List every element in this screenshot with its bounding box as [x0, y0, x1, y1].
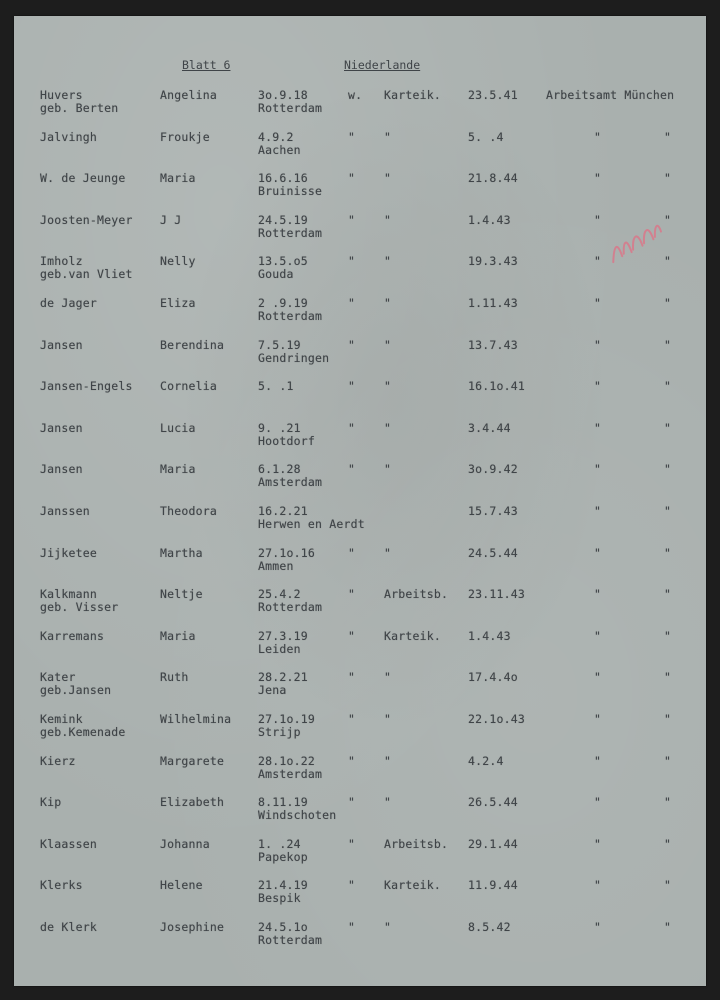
office-ditto-cell: " [664, 420, 672, 435]
maiden-name-cell: geb.Kemenade [40, 725, 126, 739]
maiden-name-cell: geb. Berten [40, 101, 119, 115]
entry-date-cell: 19.3.43 [468, 254, 518, 269]
sex-cell: " [348, 920, 356, 934]
sex-cell: " [348, 462, 356, 477]
office-cell: " [594, 545, 602, 560]
source-cell: " [384, 545, 392, 560]
source-cell: " [384, 753, 392, 768]
office-ditto-cell: " [664, 920, 672, 934]
surname-cell: de Klerk [40, 920, 97, 934]
office-cell: " [594, 504, 602, 518]
office-cell: " [594, 379, 602, 394]
entry-date-cell: 1.4.43 [468, 212, 511, 227]
birth-place-cell: Windschoten [258, 808, 337, 823]
birth-place-cell: Ammen [258, 558, 294, 573]
source-cell: " [384, 795, 392, 810]
office-ditto-cell: " [664, 836, 672, 851]
firstname-cell: Berendina [160, 337, 225, 352]
entry-date-cell: 23.5.41 [468, 88, 518, 102]
source-cell: Karteik. [384, 628, 441, 643]
birth-date-cell: 25.4.2 [258, 587, 301, 602]
office-ditto-cell: " [664, 587, 672, 602]
entry-date-cell: 26.5.44 [468, 795, 518, 810]
birth-date-cell: 24.5.19 [258, 212, 308, 227]
entry-date-cell: 3o.9.42 [468, 462, 518, 477]
birth-place-cell: Strijp [258, 725, 301, 739]
birth-place-cell: Leiden [258, 641, 301, 656]
surname-cell: Klerks [40, 878, 83, 893]
sex-cell: w. [348, 88, 363, 102]
firstname-cell: Helene [160, 878, 203, 893]
sex-cell: " [348, 545, 356, 560]
surname-cell: W. de Jeunge [40, 171, 126, 186]
firstname-cell: Josephine [160, 920, 225, 934]
sex-cell: " [348, 587, 356, 602]
birth-date-cell: 2 .9.19 [258, 296, 308, 310]
office-ditto-cell: " [664, 296, 672, 310]
source-cell: " [384, 337, 392, 352]
birth-place-cell: Aachen [258, 142, 301, 157]
office-ditto-cell: " [664, 504, 672, 518]
source-cell: Arbeitsb. [384, 836, 449, 851]
surname-cell: de Jager [40, 296, 97, 310]
entry-date-cell: 29.1.44 [468, 836, 518, 851]
firstname-cell: Eliza [160, 296, 196, 310]
entry-date-cell: 1.4.43 [468, 628, 511, 643]
surname-cell: Klaassen [40, 836, 97, 851]
entry-date-cell: 16.1o.41 [468, 379, 525, 394]
birth-place-cell: Hootdorf [258, 433, 315, 448]
firstname-cell: Ruth [160, 670, 189, 685]
office-ditto-cell: " [664, 212, 672, 227]
birth-date-cell: 8.11.19 [258, 795, 308, 810]
office-ditto-cell: " [664, 379, 672, 394]
entry-date-cell: 17.4.4o [468, 670, 518, 685]
sex-cell: " [348, 878, 356, 893]
source-cell: " [384, 171, 392, 186]
firstname-cell: Nelly [160, 254, 196, 269]
office-cell: " [594, 296, 602, 310]
entry-date-cell: 22.1o.43 [468, 712, 525, 726]
surname-cell: Jansen [40, 337, 83, 352]
surname-cell: Huvers [40, 88, 83, 102]
maiden-name-cell: geb.van Vliet [40, 267, 133, 282]
sex-cell: " [348, 753, 356, 768]
surname-cell: Jansen-Engels [40, 379, 133, 394]
firstname-cell: Lucia [160, 420, 196, 435]
office-cell: " [594, 337, 602, 352]
sheet-number: Blatt 6 [182, 58, 231, 72]
surname-cell: Jalvingh [40, 129, 97, 144]
source-cell: Karteik. [384, 878, 441, 893]
birth-place-cell: Jena [258, 683, 287, 698]
firstname-cell: Maria [160, 462, 196, 477]
source-cell: " [384, 462, 392, 477]
entry-date-cell: 24.5.44 [468, 545, 518, 560]
red-handwritten-mark [602, 212, 672, 272]
birth-date-cell: 27.1o.16 [258, 545, 315, 560]
birth-date-cell: 1. .24 [258, 836, 301, 851]
office-cell: " [594, 587, 602, 602]
office-cell: " [594, 212, 602, 227]
birth-place-cell: Rotterdam [258, 309, 323, 323]
entry-date-cell: 8.5.42 [468, 920, 511, 934]
office-ditto-cell: " [664, 753, 672, 768]
surname-cell: Kemink [40, 712, 83, 726]
source-cell: Karteik. [384, 88, 441, 102]
surname-cell: Jansen [40, 462, 83, 477]
office-cell: " [594, 836, 602, 851]
source-cell: " [384, 296, 392, 310]
sex-cell: " [348, 420, 356, 435]
firstname-cell: Maria [160, 628, 196, 643]
sex-cell: " [348, 129, 356, 144]
sex-cell: " [348, 836, 356, 851]
firstname-cell: Angelina [160, 88, 217, 102]
sex-cell: " [348, 212, 356, 227]
birth-date-cell: 27.3.19 [258, 628, 308, 643]
country-heading: Niederlande [344, 58, 421, 72]
sex-cell: " [348, 712, 356, 726]
surname-cell: Kierz [40, 753, 76, 768]
source-cell: " [384, 920, 392, 934]
source-cell: " [384, 254, 392, 269]
birth-date-cell: 5. .1 [258, 379, 294, 394]
sex-cell: " [348, 795, 356, 810]
entry-date-cell: 1.11.43 [468, 296, 518, 310]
birth-date-cell: 16.2.21 [258, 504, 308, 518]
office-cell: " [594, 878, 602, 893]
office-cell: " [594, 712, 602, 726]
entry-date-cell: 5. .4 [468, 129, 504, 144]
firstname-cell: Maria [160, 171, 196, 186]
birth-place-cell: Rotterdam [258, 225, 323, 240]
birth-date-cell: 21.4.19 [258, 878, 308, 893]
entry-date-cell: 21.8.44 [468, 171, 518, 186]
firstname-cell: Froukje [160, 129, 210, 144]
source-cell: " [384, 712, 392, 726]
surname-cell: Kalkmann [40, 587, 97, 602]
sex-cell: " [348, 670, 356, 685]
firstname-cell: Margarete [160, 753, 225, 768]
office-cell: " [594, 171, 602, 186]
birth-place-cell: Gouda [258, 267, 294, 282]
office-cell: " [594, 628, 602, 643]
birth-date-cell: 9. .21 [258, 420, 301, 435]
source-cell: " [384, 379, 392, 394]
maiden-name-cell: geb.Jansen [40, 683, 112, 698]
office-cell: " [594, 129, 602, 144]
birth-place-cell: Gendringen [258, 350, 330, 365]
birth-date-cell: 28.2.21 [258, 670, 308, 685]
firstname-cell: Theodora [160, 504, 217, 518]
office-cell: " [594, 920, 602, 934]
sex-cell: " [348, 337, 356, 352]
entry-date-cell: 11.9.44 [468, 878, 518, 893]
birth-place-cell: Bruinisse [258, 184, 323, 199]
firstname-cell: Wilhelmina [160, 712, 232, 726]
birth-date-cell: 3o.9.18 [258, 88, 308, 102]
office-cell: " [594, 462, 602, 477]
sex-cell: " [348, 379, 356, 394]
office-ditto-cell: " [664, 670, 672, 685]
sex-cell: " [348, 171, 356, 186]
firstname-cell: Elizabeth [160, 795, 225, 810]
firstname-cell: Neltje [160, 587, 203, 602]
office-ditto-cell: " [664, 462, 672, 477]
birth-place-cell: Rotterdam [258, 600, 323, 615]
birth-date-cell: 6.1.28 [258, 462, 301, 477]
birth-date-cell: 27.1o.19 [258, 712, 315, 726]
surname-cell: Karremans [40, 628, 105, 643]
birth-place-cell: Rotterdam [258, 101, 323, 115]
office-ditto-cell: " [664, 795, 672, 810]
maiden-name-cell: geb. Visser [40, 600, 119, 615]
office-ditto-cell: " [664, 545, 672, 560]
birth-place-cell: Papekop [258, 849, 308, 864]
office-ditto-cell: " [664, 129, 672, 144]
firstname-cell: Martha [160, 545, 203, 560]
entry-date-cell: 4.2.4 [468, 753, 504, 768]
birth-date-cell: 28.1o.22 [258, 753, 315, 768]
surname-cell: Jijketee [40, 545, 97, 560]
birth-date-cell: 4.9.2 [258, 129, 294, 144]
surname-cell: Kater [40, 670, 76, 685]
office-cell: " [594, 670, 602, 685]
office-ditto-cell: " [664, 712, 672, 726]
birth-place-cell: Rotterdam [258, 933, 323, 947]
source-cell: " [384, 129, 392, 144]
office-ditto-cell: " [664, 878, 672, 893]
document-sheet [14, 16, 706, 986]
entry-date-cell: 3.4.44 [468, 420, 511, 435]
office-cell: " [594, 254, 602, 269]
surname-cell: Janssen [40, 504, 90, 518]
source-cell: " [384, 212, 392, 227]
surname-cell: Jansen [40, 420, 83, 435]
birth-place-cell: Herwen en Aerdt [258, 517, 365, 531]
birth-place-cell: Amsterdam [258, 766, 323, 781]
entry-date-cell: 15.7.43 [468, 504, 518, 518]
entry-date-cell: 13.7.43 [468, 337, 518, 352]
office-ditto-cell: " [664, 171, 672, 186]
office-cell: " [594, 753, 602, 768]
surname-cell: Kip [40, 795, 62, 810]
firstname-cell: Cornelia [160, 379, 217, 394]
office-cell: " [594, 795, 602, 810]
birth-date-cell: 16.6.16 [258, 171, 308, 186]
firstname-cell: Johanna [160, 836, 210, 851]
surname-cell: Joosten-Meyer [40, 212, 133, 227]
office-cell: " [594, 420, 602, 435]
source-cell: " [384, 670, 392, 685]
office-cell: Arbeitsamt München [546, 88, 675, 102]
birth-place-cell: Amsterdam [258, 475, 323, 490]
source-cell: Arbeitsb. [384, 587, 449, 602]
source-cell: " [384, 420, 392, 435]
firstname-cell: J J [160, 212, 182, 227]
surname-cell: Imholz [40, 254, 83, 269]
sex-cell: " [348, 296, 356, 310]
birth-date-cell: 24.5.1o [258, 920, 308, 934]
office-ditto-cell: " [664, 254, 672, 269]
sex-cell: " [348, 254, 356, 269]
office-ditto-cell: " [664, 628, 672, 643]
birth-date-cell: 7.5.19 [258, 337, 301, 352]
birth-place-cell: Bespik [258, 891, 301, 906]
office-ditto-cell: " [664, 337, 672, 352]
sex-cell: " [348, 628, 356, 643]
birth-date-cell: 13.5.o5 [258, 254, 308, 269]
entry-date-cell: 23.11.43 [468, 587, 525, 602]
